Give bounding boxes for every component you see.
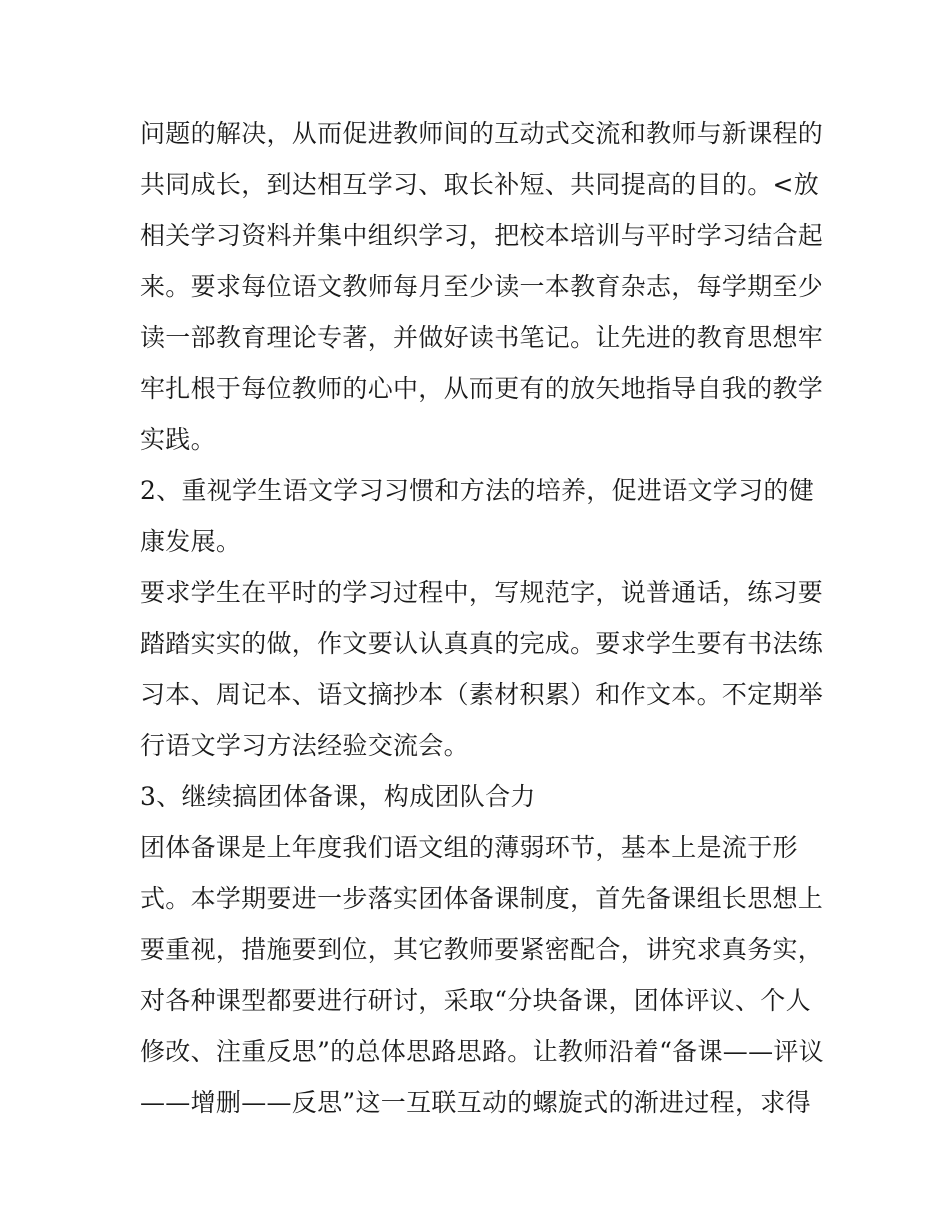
text-line-19: 修改、注重反思”的总体思路思路。让教师沿着“备课——评议 [140,1037,824,1066]
text-line-2: 共同成长，到达相互学习、取长补短、共同提高的目的。<放 [140,170,820,199]
text-line-13: 行语文学习方法经验交流会。 [140,731,469,760]
text-line-7: 实践。 [140,425,216,454]
text-line-17: 要重视，措施要到位，其它教师要紧密配合，讲究求真务实， [140,935,824,964]
text-line-6: 牢扎根于每位教师的心中，从而更有的放矢地指导自我的教学 [140,374,824,403]
text-line-9: 康发展。 [140,527,242,556]
document-body [140,108,830,1128]
text-line-15: 团体备课是上年度我们语文组的薄弱环节，基本上是流于形 [140,833,798,862]
section-heading-3: 3、继续搞团体备课，构成团队合力 [140,782,536,811]
section-heading-2: 2、重视学生语文学习习惯和方法的培养，促进语文学习的健 [140,476,815,505]
text-line-20: ——增删——反思”这一互联互动的螺旋式的渐进过程，求得 [140,1088,811,1117]
text-line-10: 要求学生在平时的学习过程中，写规范字，说普通话，练习要 [140,578,824,607]
text-line-5: 读一部教育理论专著，并做好读书笔记。让先进的教育思想牢 [140,323,824,352]
text-line-1: 问题的解决，从而促进教师间的互动式交流和教师与新课程的 [140,119,824,148]
text-line-4: 来。要求每位语文教师每月至少读一本教育杂志，每学期至少 [140,272,824,301]
text-line-3: 相关学习资料并集中组织学习，把校本培训与平时学习结合起 [140,221,824,250]
text-line-18: 对各种课型都要进行研讨，采取“分块备课，团体评议、个人 [140,986,811,1015]
text-line-11: 踏踏实实的做，作文要认认真真的完成。要求学生要有书法练 [140,629,824,658]
text-line-12: 习本、周记本、语文摘抄本（素材积累）和作文本。不定期举 [140,680,824,709]
text-line-16: 式。本学期要进一步落实团体备课制度，首先备课组长思想上 [140,884,824,913]
